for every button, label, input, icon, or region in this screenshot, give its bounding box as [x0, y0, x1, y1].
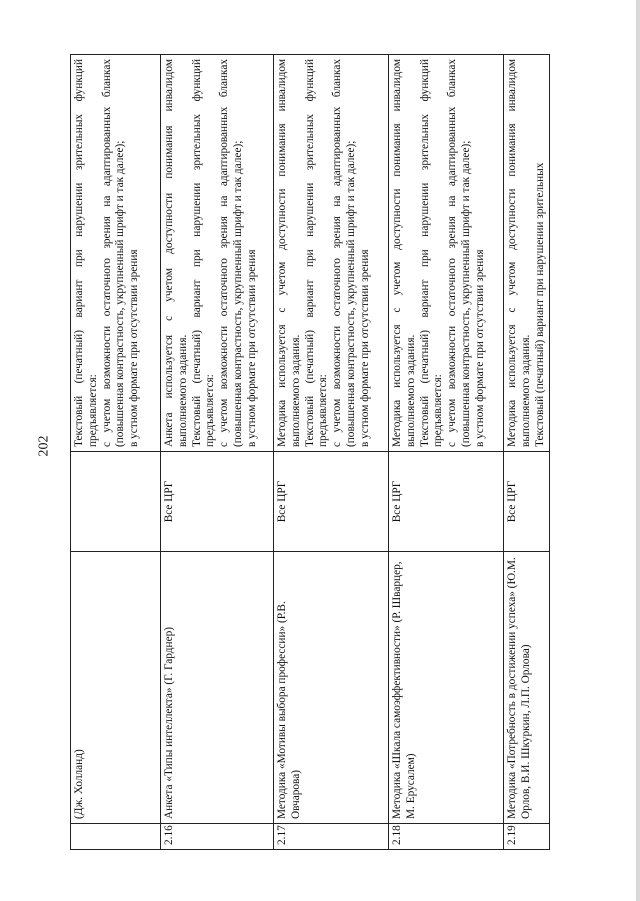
description-line: с учетом возможности остаточного зрения на адаптированных бланках (повышенная контрастность, укрупненный шрифт и так далее);: [100, 59, 127, 447]
group-cell: Все ЦРГ: [389, 452, 504, 552]
description-line: Текстовый (печатный) вариант при нарушении зрительных функций предъявляется:: [73, 59, 99, 447]
description-line: в устном формате при отсутствии зрения: [128, 249, 141, 447]
scan-edge-shadow: [636, 0, 640, 901]
description-cell: [504, 55, 550, 452]
description-line: Текстовый (печатный) вариант при нарушении зрительных функций предъявляется:: [190, 59, 217, 447]
description-line: в устном формате при отсутствии зрения: [358, 249, 371, 447]
method-name-cell: Методика «Шкала самоэффективности» (Р. Шварцер, М. Ерусалем): [389, 552, 504, 824]
description-line: Текстовый (печатный) вариант при нарушении зрительных: [533, 162, 546, 447]
table-row: [274, 55, 389, 850]
description-line: в устном формате при отсутствии зрения: [245, 249, 258, 447]
description-line: с учетом возможности остаточного зрения на адаптированных бланках (повышенная контрастность, укрупненный шрифт и так далее);: [331, 59, 357, 447]
method-name-cell: Анкета «Типы интеллекта» (Г. Гарднер): [161, 552, 274, 824]
method-name-cell: Методика «Мотивы выбора профессии» (Р.В. Овчарова): [274, 552, 389, 824]
table-row: [504, 55, 550, 850]
page-number: 202: [36, 435, 52, 457]
method-name-cell: Методика «Потребность в достижении успеха» (Ю.М. Орлов, В.И. Шкуркин, Л.П. Орлова): [504, 552, 550, 824]
description-line: Текстовый (печатный) вариант при нарушении зрительных функций предъявляется:: [303, 59, 330, 447]
group-cell: [71, 452, 161, 552]
description-cell: [274, 55, 389, 452]
table-row: [71, 55, 161, 850]
group-cell: Все ЦРГ: [161, 452, 274, 552]
description-cell: [71, 55, 161, 452]
row-number-cell: 2.18: [389, 824, 504, 850]
group-cell: Все ЦРГ: [274, 452, 389, 552]
description-cell: [389, 55, 504, 452]
description-line: с учетом возможности остаточного зрения на адаптированных бланках (повышенная контрастность, укрупненный шрифт и так далее);: [446, 59, 472, 447]
row-number-cell: 2.16: [161, 824, 274, 850]
rotated-table-container: [70, 55, 548, 850]
method-name-cell: (Дж. Холланд): [71, 552, 161, 824]
table-row: [389, 55, 504, 850]
table-row: [161, 55, 274, 850]
description-line: Методика используется с учетом доступности понимания инвалидом выполняемого задания.: [276, 59, 302, 447]
description-line: Текстовый (печатный) вариант при нарушении зрительных функций предъявляется:: [418, 59, 445, 447]
description-line: Методика используется с учетом доступности понимания инвалидом выполняемого задания.: [506, 59, 532, 447]
row-number-cell: [71, 824, 161, 850]
methods-table: [70, 54, 550, 850]
description-cell: [161, 55, 274, 452]
group-cell: Все ЦРГ: [504, 452, 550, 552]
description-line: с учетом возможности остаточного зрения на адаптированных бланках (повышенная контрастность, укрупненный шрифт и так далее);: [218, 59, 244, 447]
description-line: в устном формате при отсутствии зрения: [473, 249, 486, 447]
row-number-cell: 2.19: [504, 824, 550, 850]
row-number-cell: 2.17: [274, 824, 389, 850]
description-line: Методика используется с учетом доступности понимания инвалидом выполняемого задания.: [391, 59, 417, 447]
description-line: Анкета используется с учетом доступности понимания инвалидом выполняемого задания.: [163, 59, 189, 447]
